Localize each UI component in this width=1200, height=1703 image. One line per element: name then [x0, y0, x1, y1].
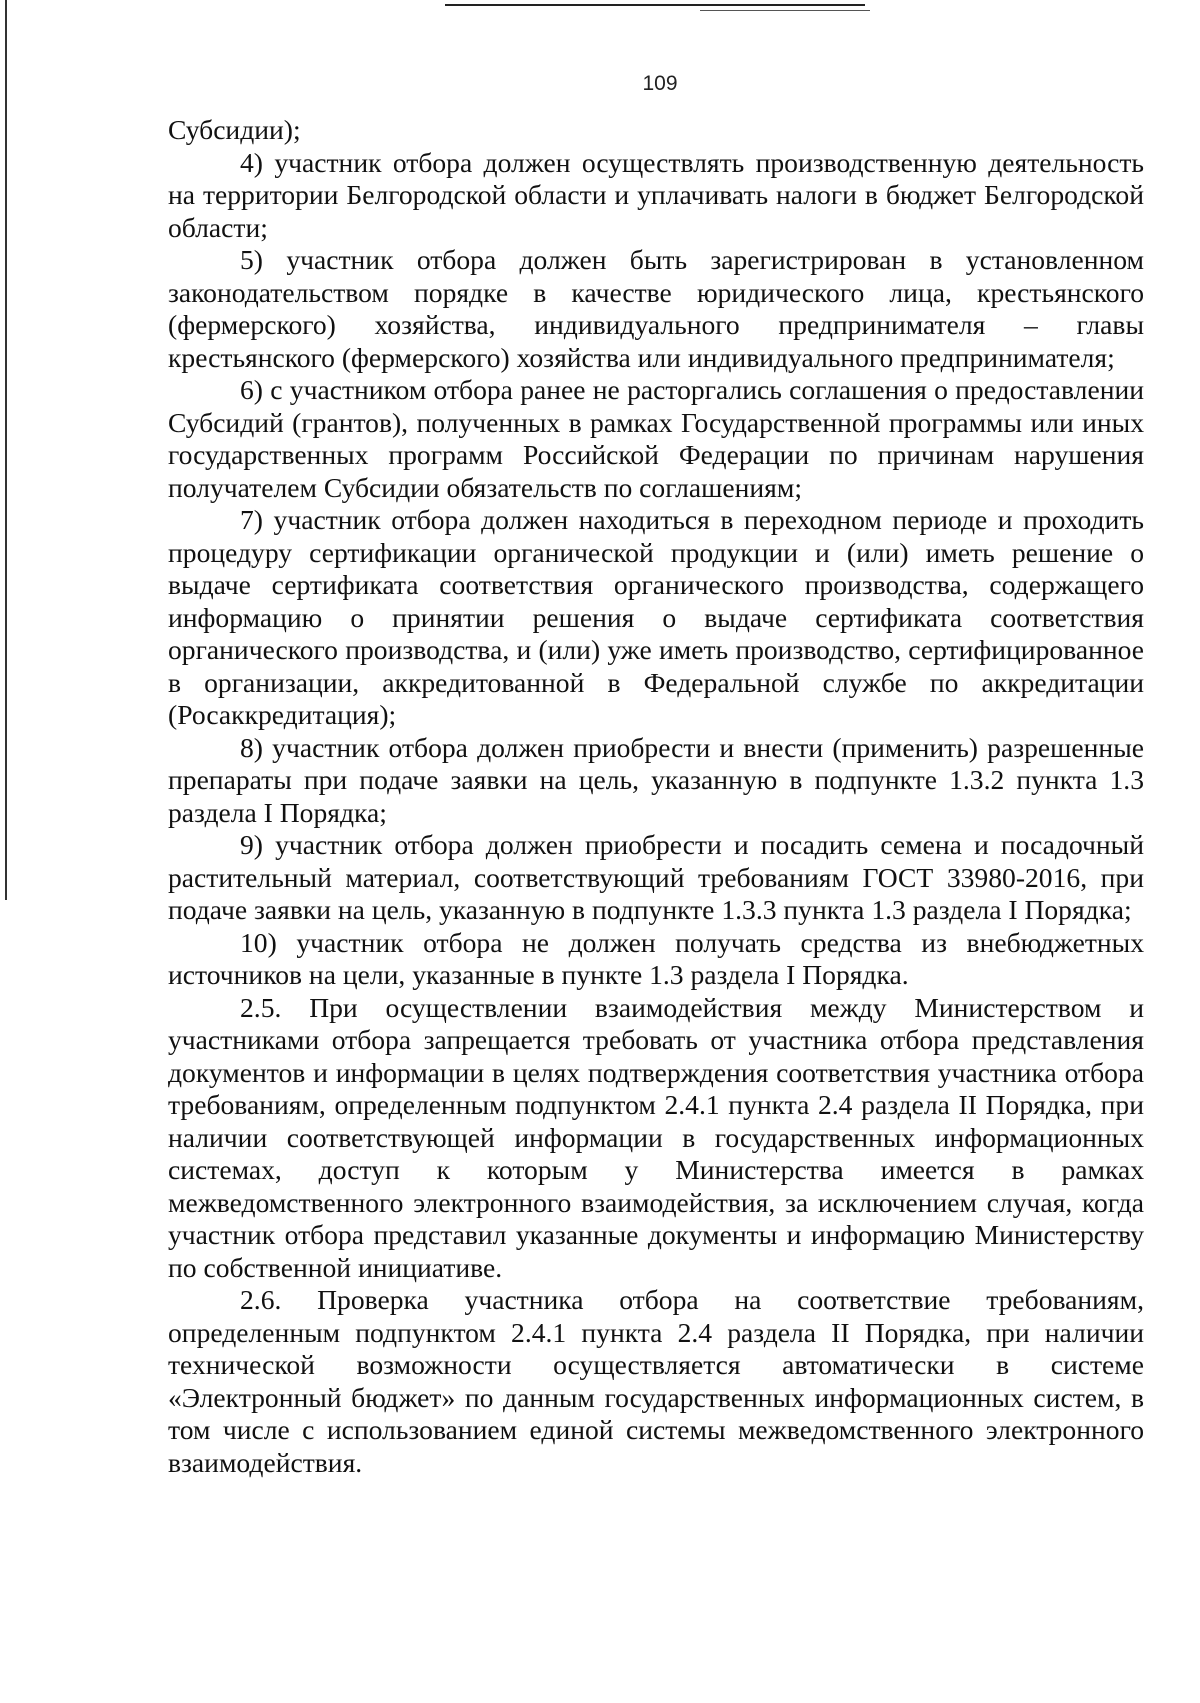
- paragraph-item-7: 7) участник отбора должен находиться в переходном периоде и проходить процедуру сертификации органической продукции и (или) иметь решение о выдаче сертификата соответствия органического производства, содержащего информацию о принятии решения о выдаче сертификата соответствия органического производства, и (или) уже иметь производство, сертифицированное в организации, аккредитованной в Федеральной службе по аккредитации (Росаккредитация);: [168, 504, 1144, 730]
- paragraph-item-8: 8) участник отбора должен приобрести и внести (применить) разрешенные препараты при подаче заявки на цель, указанную в подпункте 1.3.2 пункта 1.3 раздела I Порядка;: [168, 731, 1144, 828]
- paragraph-item-6: 6) с участником отбора ранее не расторгались соглашения о предоставлении Субсидий (грантов), полученных в рамках Государственной программы или иных государственных программ Российской Федерации по причинам нарушения получателем Субсидии обязательств по соглашениям;: [168, 374, 1144, 503]
- page-number: 109: [642, 72, 678, 95]
- paragraph-item-4: 4) участник отбора должен осуществлять производственную деятельность на территории Белгородской области и уплачивать налоги в бюджет Белгородской области;: [168, 146, 1144, 243]
- scan-left-edge-line: [5, 0, 7, 900]
- scan-top-border-line-thin: [700, 10, 870, 11]
- paragraph-section-2-6: 2.6. Проверка участника отбора на соответствие требованиям, определенным подпунктом 2.4.1 пункта 2.4 раздела II Порядка, при наличии технической возможности осуществляется автоматически в системе «Электронный бюджет» по данным государственных информационных систем, в том числе с использованием единой системы межведомственного электронного взаимодействия.: [168, 1284, 1144, 1478]
- paragraph-section-2-5: 2.5. При осуществлении взаимодействия между Министерством и участниками отбора запрещается требовать от участника отбора представления документов и информации в целях подтверждения соответствия участника отбора требованиям, определенным подпунктом 2.4.1 пункта 2.4 раздела II Порядка, при наличии соответствующей информации в государственных информационных системах, доступ к которым у Министерства имеется в рамках межведомственного электронного взаимодействия, за исключением случая, когда участник отбора представил указанные документы и информацию Министерству по собственной инициативе.: [168, 991, 1144, 1283]
- paragraph-continuation: Субсидии);: [168, 114, 301, 145]
- document-body: [168, 114, 1144, 1479]
- paragraph-item-5: 5) участник отбора должен быть зарегистрирован в установленном законодательством порядке в качестве юридического лица, крестьянского (фермерского) хозяйства, индивидуального предпринимателя – главы крестьянского (фермерского) хозяйства или индивидуального предпринимателя;: [168, 244, 1144, 373]
- paragraph-item-10: 10) участник отбора не должен получать средства из внебюджетных источников на цели, указанные в пункте 1.3 раздела I Порядка.: [168, 926, 1144, 990]
- scan-top-border-line: [445, 4, 865, 6]
- paragraph-item-9: 9) участник отбора должен приобрести и посадить семена и посадочный растительный материал, соответствующий требованиям ГОСТ 33980-2016, при подаче заявки на цель, указанную в подпункте 1.3.3 пункта 1.3 раздела I Порядка;: [168, 829, 1144, 925]
